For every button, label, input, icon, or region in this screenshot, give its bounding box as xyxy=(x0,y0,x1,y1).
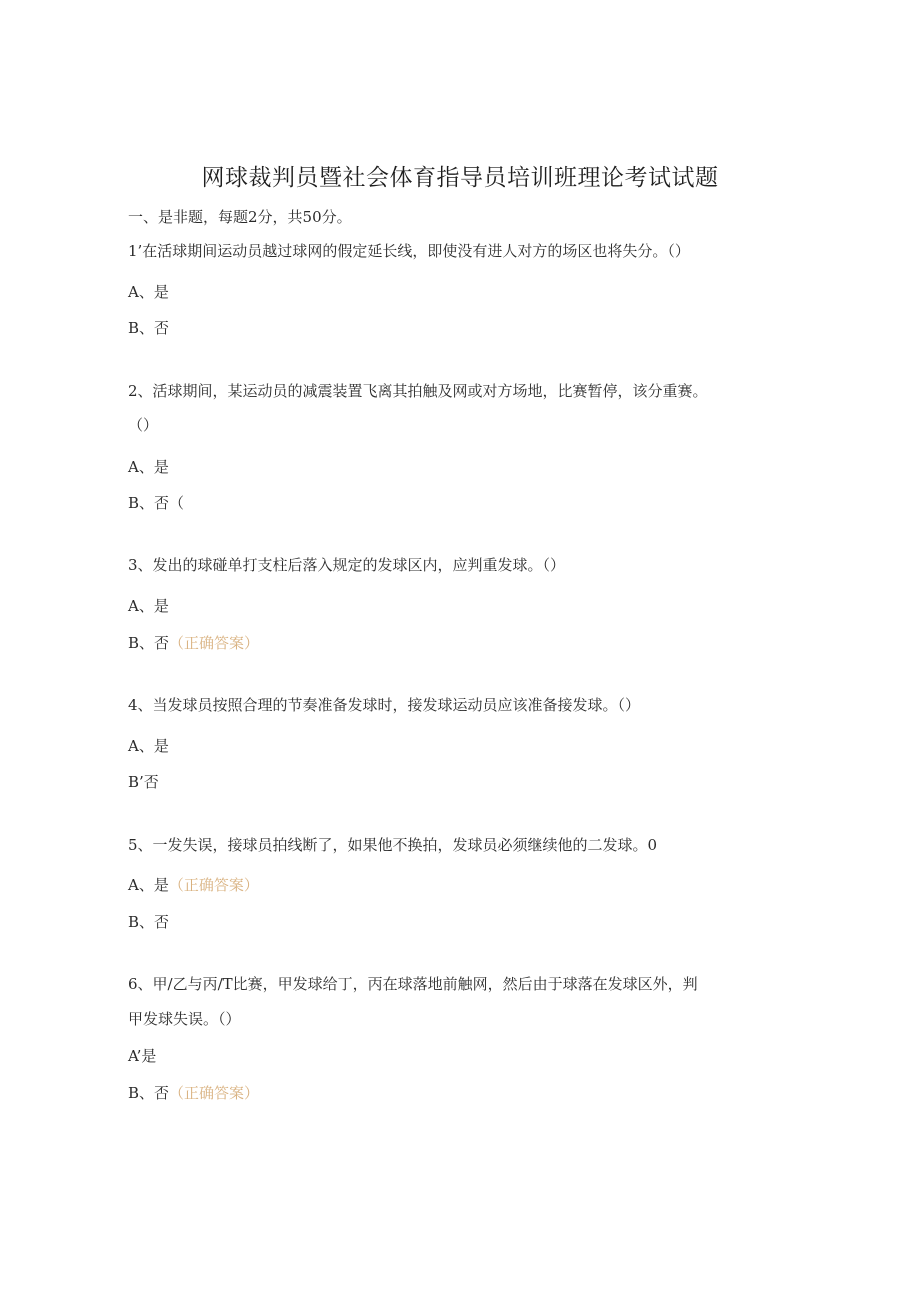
correct-answer-mark: （正确答案） xyxy=(168,876,259,894)
question-6-text-continued: 甲发球失误。（） xyxy=(128,1010,241,1028)
option-label: B’否 xyxy=(128,773,159,791)
option-label: B、否 xyxy=(128,1084,170,1102)
question-5-option-b[interactable] xyxy=(128,910,169,934)
option-label: A、是 xyxy=(128,737,169,755)
option-label: B、否 xyxy=(128,634,170,652)
section-heading: 一、是非题，每题2分，共50分。 xyxy=(128,208,352,226)
option-label: A、是 xyxy=(128,283,169,301)
option-label: A、是 xyxy=(128,597,169,615)
question-6-text: 6、甲/乙与丙/T比赛，甲发球给丁，丙在球落地前触网，然后由于球落在发球区外，判 xyxy=(128,975,698,993)
question-3-option-b[interactable] xyxy=(128,631,259,655)
question-3-option-a[interactable] xyxy=(128,594,169,618)
option-label: A、是 xyxy=(128,458,169,476)
question-2-option-a[interactable] xyxy=(128,455,169,479)
option-label: A、是 xyxy=(128,876,169,894)
question-4-option-b[interactable] xyxy=(128,770,159,794)
question-5-text: 5、一发失误，接球员拍线断了，如果他不换拍，发球员必须继续他的二发球。0 xyxy=(128,836,658,854)
page-title: 网球裁判员暨社会体育指导员培训班理论考试试题 xyxy=(201,165,719,191)
option-label: B、否（ xyxy=(128,494,185,512)
question-2-text: 2、活球期间，某运动员的减震装置飞离其拍触及网或对方场地，比赛暂停，该分重赛。 xyxy=(128,382,708,400)
question-1-option-a[interactable] xyxy=(128,280,169,304)
question-6-option-b[interactable] xyxy=(128,1081,259,1105)
correct-answer-mark: （正确答案） xyxy=(169,634,260,652)
question-4-text: 4、当发球员按照合理的节奏准备发球时，接发球运动员应该准备接发球。（） xyxy=(128,696,641,714)
question-3-text: 3、发出的球碰单打支柱后落入规定的发球区内，应判重发球。（） xyxy=(128,556,566,574)
question-2-option-b[interactable] xyxy=(128,491,184,515)
option-label: B、否 xyxy=(128,913,170,931)
question-4-option-a[interactable] xyxy=(128,734,169,758)
correct-answer-mark: （正确答案） xyxy=(169,1084,260,1102)
option-label: B、否 xyxy=(128,319,170,337)
question-5-option-a[interactable] xyxy=(128,873,259,897)
question-1-option-b[interactable] xyxy=(128,316,169,340)
question-1-text: 1’在活球期间运动员越过球网的假定延长线，即使没有进人对方的场区也将失分。（） xyxy=(128,242,690,260)
question-2-text-continued: （） xyxy=(128,416,159,434)
option-label: A’是 xyxy=(128,1047,157,1065)
question-6-option-a[interactable] xyxy=(128,1044,156,1068)
